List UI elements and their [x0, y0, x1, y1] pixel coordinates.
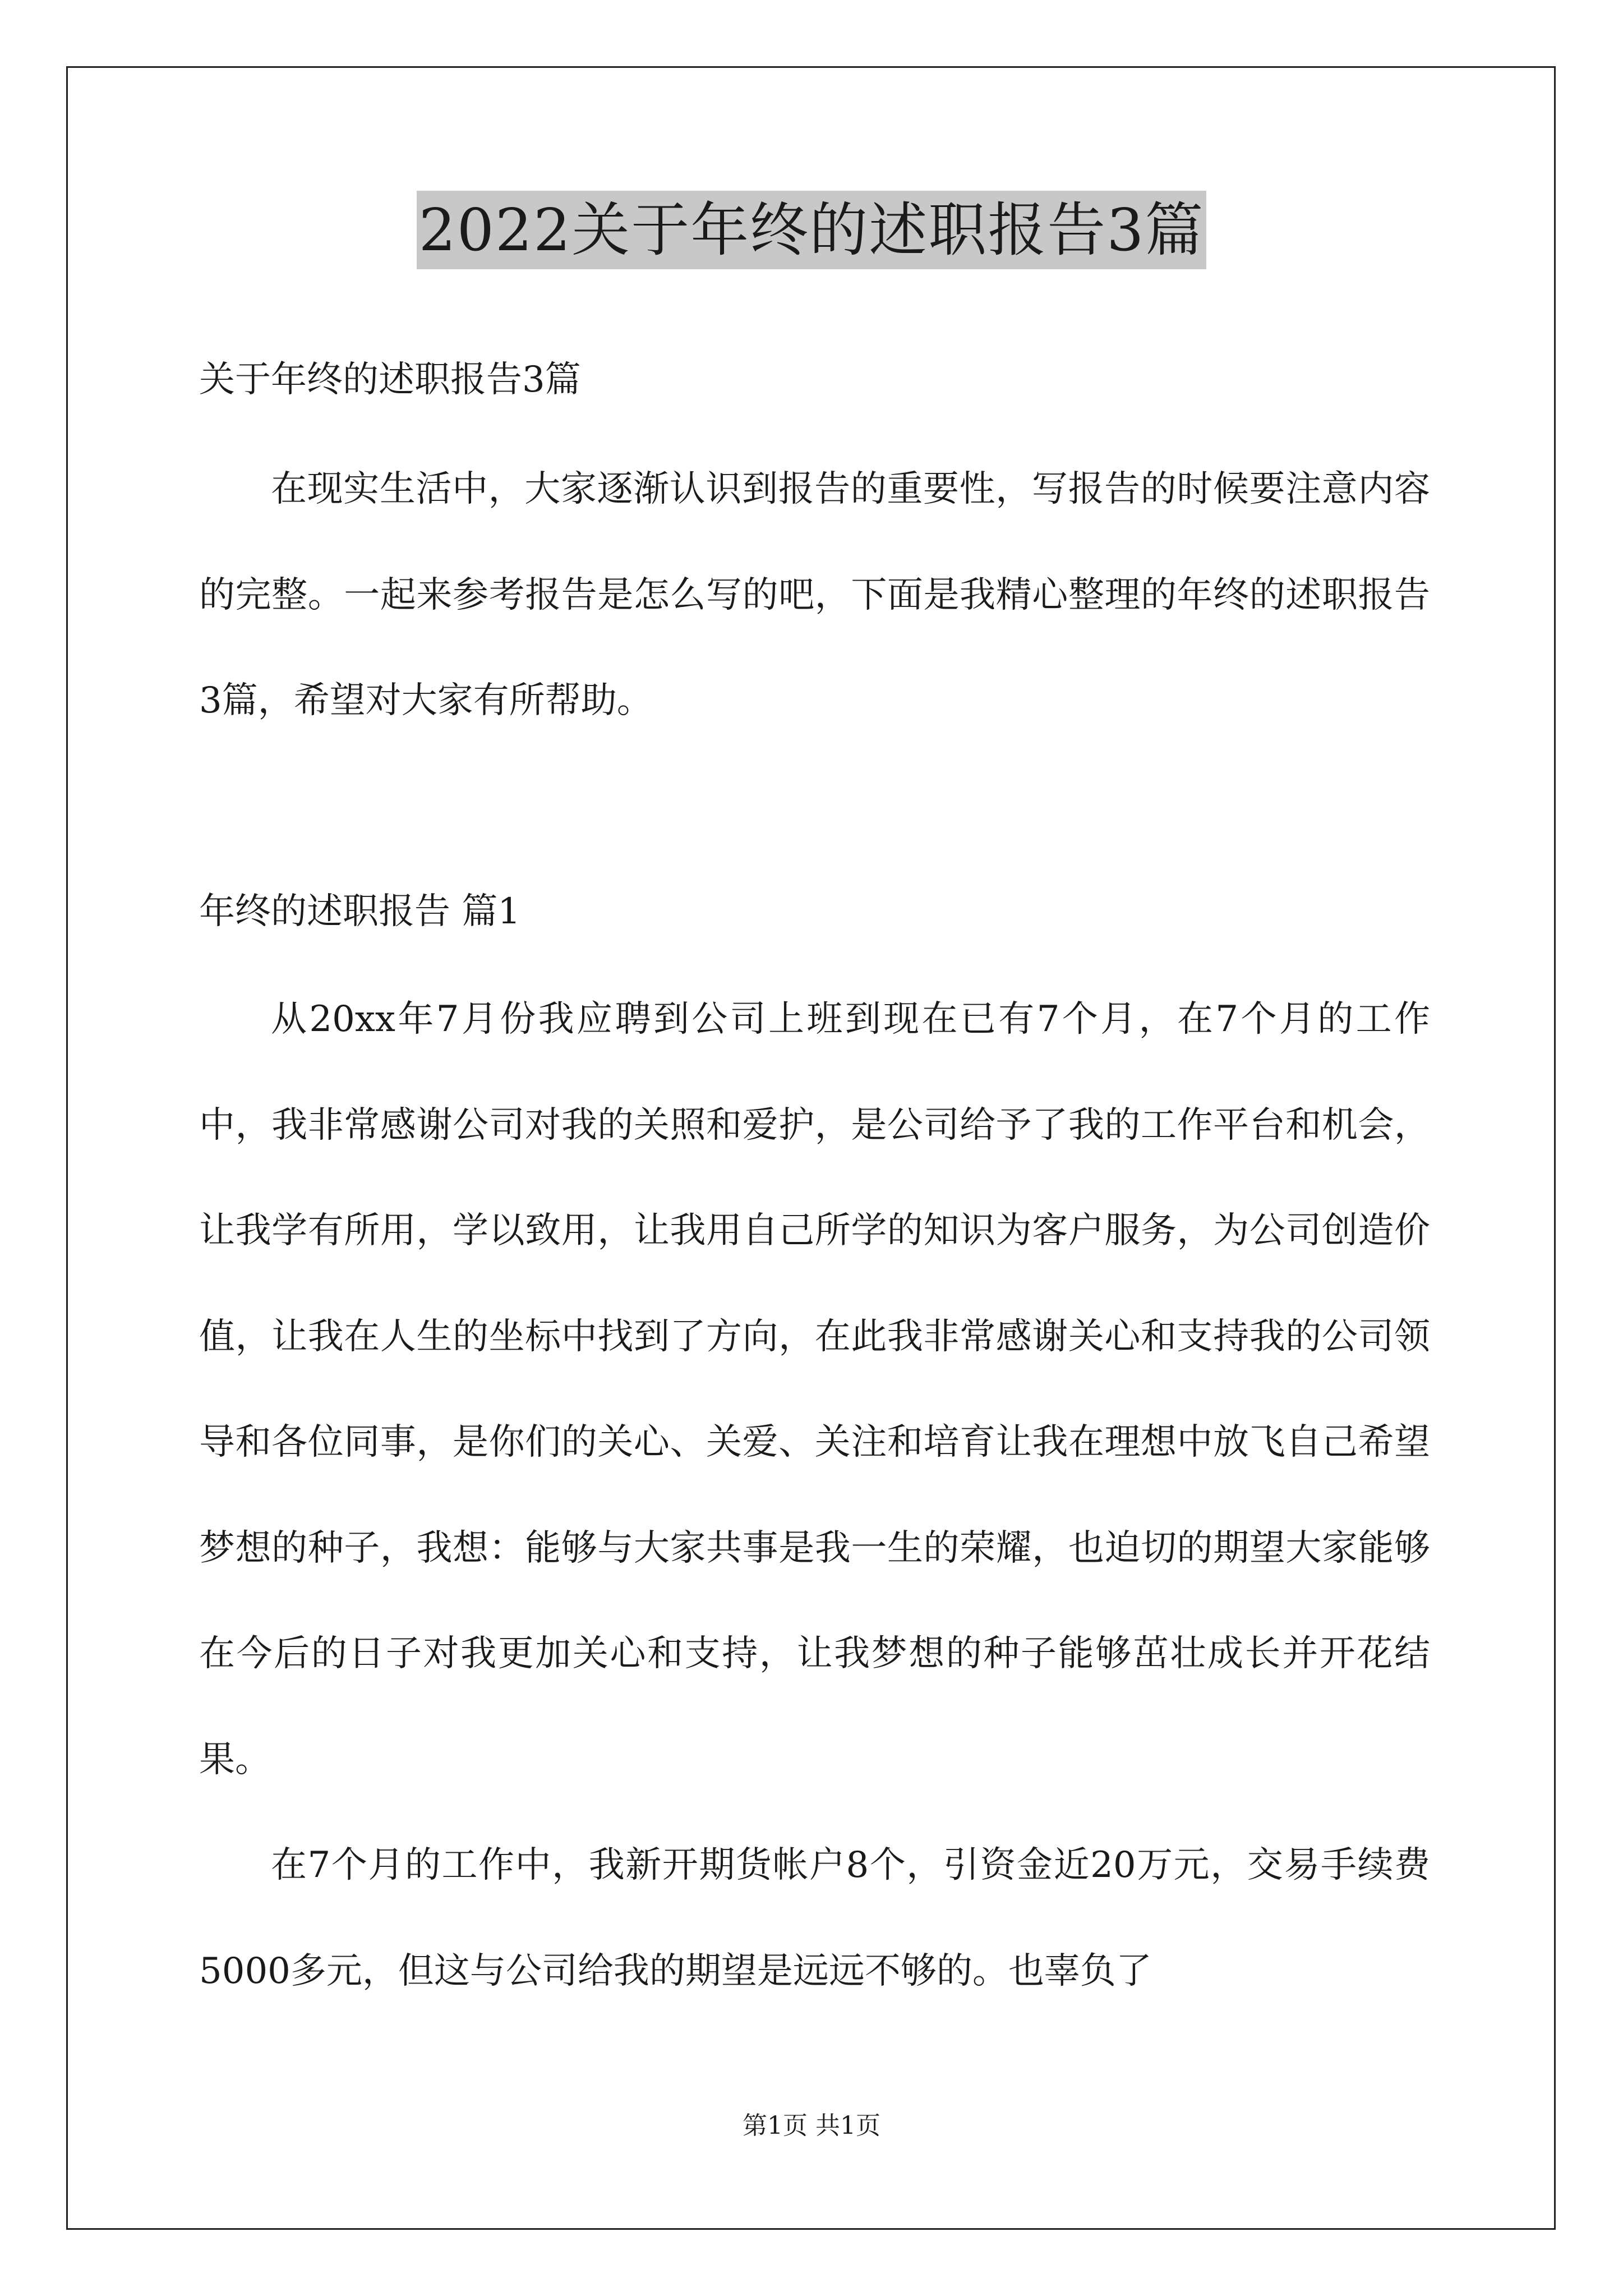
- document-subtitle: 关于年终的述职报告3篇: [199, 359, 581, 401]
- body-paragraph: 在7个月的工作中，我新开期货帐户8个，引资金近20万元，交易手续费5000多元，但这与公司给我的期望是远远不够的。也辜负了: [199, 1844, 1430, 1992]
- section-heading: 年终的述职报告 篇1: [199, 891, 521, 932]
- intro-paragraph: 在现实生活中，大家逐渐认识到报告的重要性，写报告的时候要注意内容的完整。一起来参考报告是怎么写的吧，下面是我精心整理的年终的述职报告3篇，希望对大家有所帮助。: [199, 468, 1430, 721]
- title-container: [0, 191, 1623, 269]
- body-paragraph: 从20xx年7月份我应聘到公司上班到现在已有7个月，在7个月的工作中，我非常感谢公司对我的关照和爱护，是公司给予了我的工作平台和机会，让我学有所用，学以致用，让我用自己所学的知识为客户服务，为公司创造价值，让我在人生的坐标中找到了方向，在此我非常感谢关心和支持我的公司领导和各位同事，是你们的关心、关爱、关注和培育让我在理想中放飞自己希望梦想的种子，我想：能够与大家共事是我一生的荣耀，也迫切的期望大家能够在今后的日子对我更加关心和支持，让我梦想的种子能够茁壮成长并开花结果。: [199, 999, 1430, 1780]
- document-title: 2022关于年终的述职报告3篇: [417, 191, 1207, 269]
- page-footer: 第1页 共1页: [743, 2111, 880, 2140]
